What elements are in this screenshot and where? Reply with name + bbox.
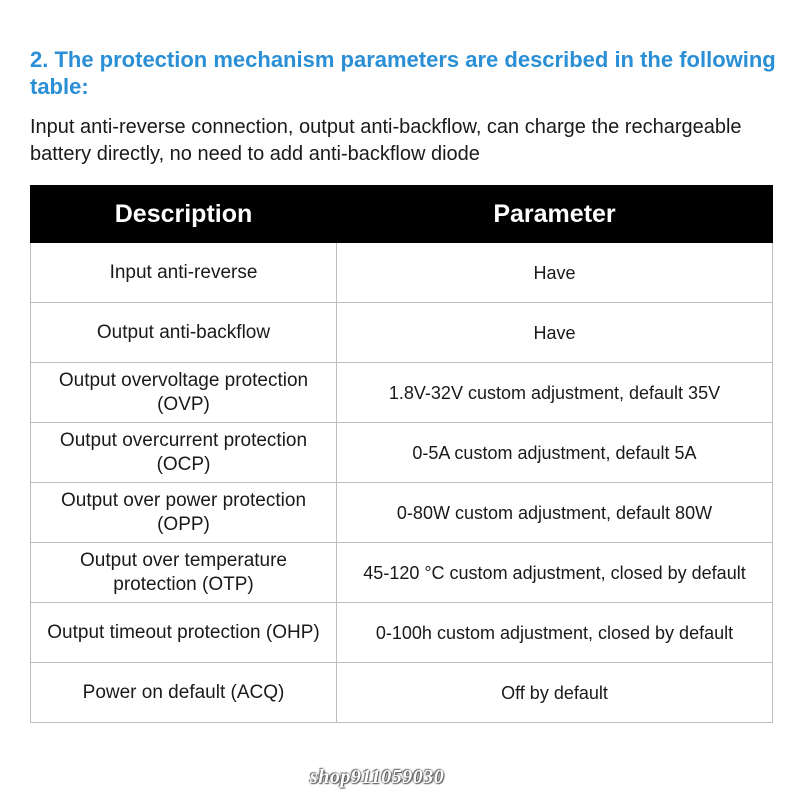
- section-heading: 2. The protection mechanism parameters are described in the following table:: [30, 47, 776, 99]
- table-row: [31, 663, 773, 723]
- row-parameter: 45-120 °C custom adjustment, closed by default: [337, 543, 773, 603]
- table-row: [31, 243, 773, 303]
- row-description: Power on default (ACQ): [31, 663, 337, 723]
- intro-text: Input anti-reverse connection, output anti-backflow, can charge the rechargeable battery directly, no need to add anti-backflow diode: [30, 116, 742, 165]
- row-parameter: Off by default: [337, 663, 773, 723]
- table-row: [31, 363, 773, 423]
- row-description: Input anti-reverse: [31, 243, 337, 303]
- row-parameter: Have: [337, 303, 773, 363]
- row-description: Output timeout protection (OHP): [31, 603, 337, 663]
- row-description: Output over temperature protection (OTP): [31, 543, 337, 603]
- row-description: Output over power protection (OPP): [31, 483, 337, 543]
- table-row: [31, 603, 773, 663]
- table-header-row: [31, 186, 773, 243]
- table-row: [31, 303, 773, 363]
- table-row: [31, 483, 773, 543]
- table-row: [31, 543, 773, 603]
- row-description: Output anti-backflow: [31, 303, 337, 363]
- row-parameter: 0-5A custom adjustment, default 5A: [337, 423, 773, 483]
- row-parameter: Have: [337, 243, 773, 303]
- row-description: Output overvoltage protection (OVP): [31, 363, 337, 423]
- protection-parameters-table: [30, 185, 773, 723]
- table-row: [31, 423, 773, 483]
- row-parameter: 0-100h custom adjustment, closed by default: [337, 603, 773, 663]
- row-parameter: 1.8V-32V custom adjustment, default 35V: [337, 363, 773, 423]
- row-parameter: 0-80W custom adjustment, default 80W: [337, 483, 773, 543]
- shop-watermark: shop911059030: [310, 766, 445, 788]
- row-description: Output overcurrent protection (OCP): [31, 423, 337, 483]
- column-header-parameter: Parameter: [337, 186, 773, 243]
- column-header-description: Description: [31, 186, 337, 243]
